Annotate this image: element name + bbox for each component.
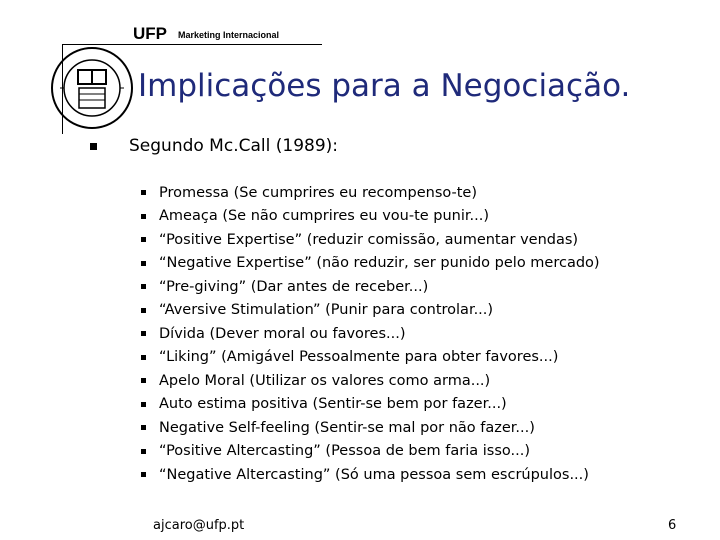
list-item-text: “Negative Altercasting” (Só uma pessoa sem escrúpulos...): [159, 466, 589, 483]
page-number: 6: [668, 518, 677, 533]
list-item: [141, 181, 600, 205]
square-bullet-icon: [141, 214, 146, 219]
header-subtitle: Marketing Internacional: [178, 30, 280, 40]
square-bullet-icon: [141, 449, 146, 454]
list-item-text: Ameaça (Se não cumprires eu vou-te punir...): [159, 208, 490, 225]
list-item-text: “Positive Altercasting” (Pessoa de bem faria isso...): [159, 443, 530, 460]
list-item-text: Dívida (Dever moral ou favores...): [159, 325, 406, 342]
list-item-text: “Negative Expertise” (não reduzir, ser punido pelo mercado): [159, 255, 600, 272]
square-bullet-icon: [141, 402, 146, 407]
main-bullet: [90, 136, 338, 156]
list-item: [141, 463, 600, 487]
square-bullet-icon: [90, 143, 97, 150]
main-bullet-text: Segundo Mc.Call (1989):: [129, 136, 338, 156]
sub-bullet-list: [141, 181, 600, 487]
list-item: [141, 299, 600, 323]
square-bullet-icon: [141, 425, 146, 430]
list-item: [141, 205, 600, 229]
square-bullet-icon: [141, 308, 146, 313]
list-item: [141, 322, 600, 346]
list-item: [141, 416, 600, 440]
list-item-text: Promessa (Se cumprires eu recompenso-te): [159, 184, 478, 201]
list-item: [141, 440, 600, 464]
list-item: [141, 393, 600, 417]
list-item-text: Apelo Moral (Utilizar os valores como arma...): [159, 372, 491, 389]
square-bullet-icon: [141, 284, 146, 289]
list-item-text: Auto estima positiva (Sentir-se bem por fazer...): [159, 396, 507, 413]
square-bullet-icon: [141, 190, 146, 195]
footer-email: ajcaro@ufp.pt: [153, 518, 245, 533]
square-bullet-icon: [141, 261, 146, 266]
university-logo: [46, 42, 138, 134]
header-brand: UFP: [133, 24, 167, 43]
list-item: [141, 275, 600, 299]
square-bullet-icon: [141, 472, 146, 477]
list-item: [141, 346, 600, 370]
list-item-text: Negative Self-feeling (Sentir-se mal por não fazer...): [159, 419, 535, 436]
list-item: [141, 252, 600, 276]
square-bullet-icon: [141, 355, 146, 360]
list-item: [141, 369, 600, 393]
list-item-text: “Liking” (Amigável Pessoalmente para obter favores...): [159, 349, 559, 366]
list-item-text: “Aversive Stimulation” (Punir para controlar...): [159, 302, 494, 319]
list-item: [141, 228, 600, 252]
square-bullet-icon: [141, 331, 146, 336]
square-bullet-icon: [141, 237, 146, 242]
list-item-text: “Positive Expertise” (reduzir comissão, aumentar vendas): [159, 231, 579, 248]
square-bullet-icon: [141, 378, 146, 383]
list-item-text: “Pre-giving” (Dar antes de receber...): [159, 278, 429, 295]
slide-title: Implicações para a Negociação.: [138, 68, 631, 104]
